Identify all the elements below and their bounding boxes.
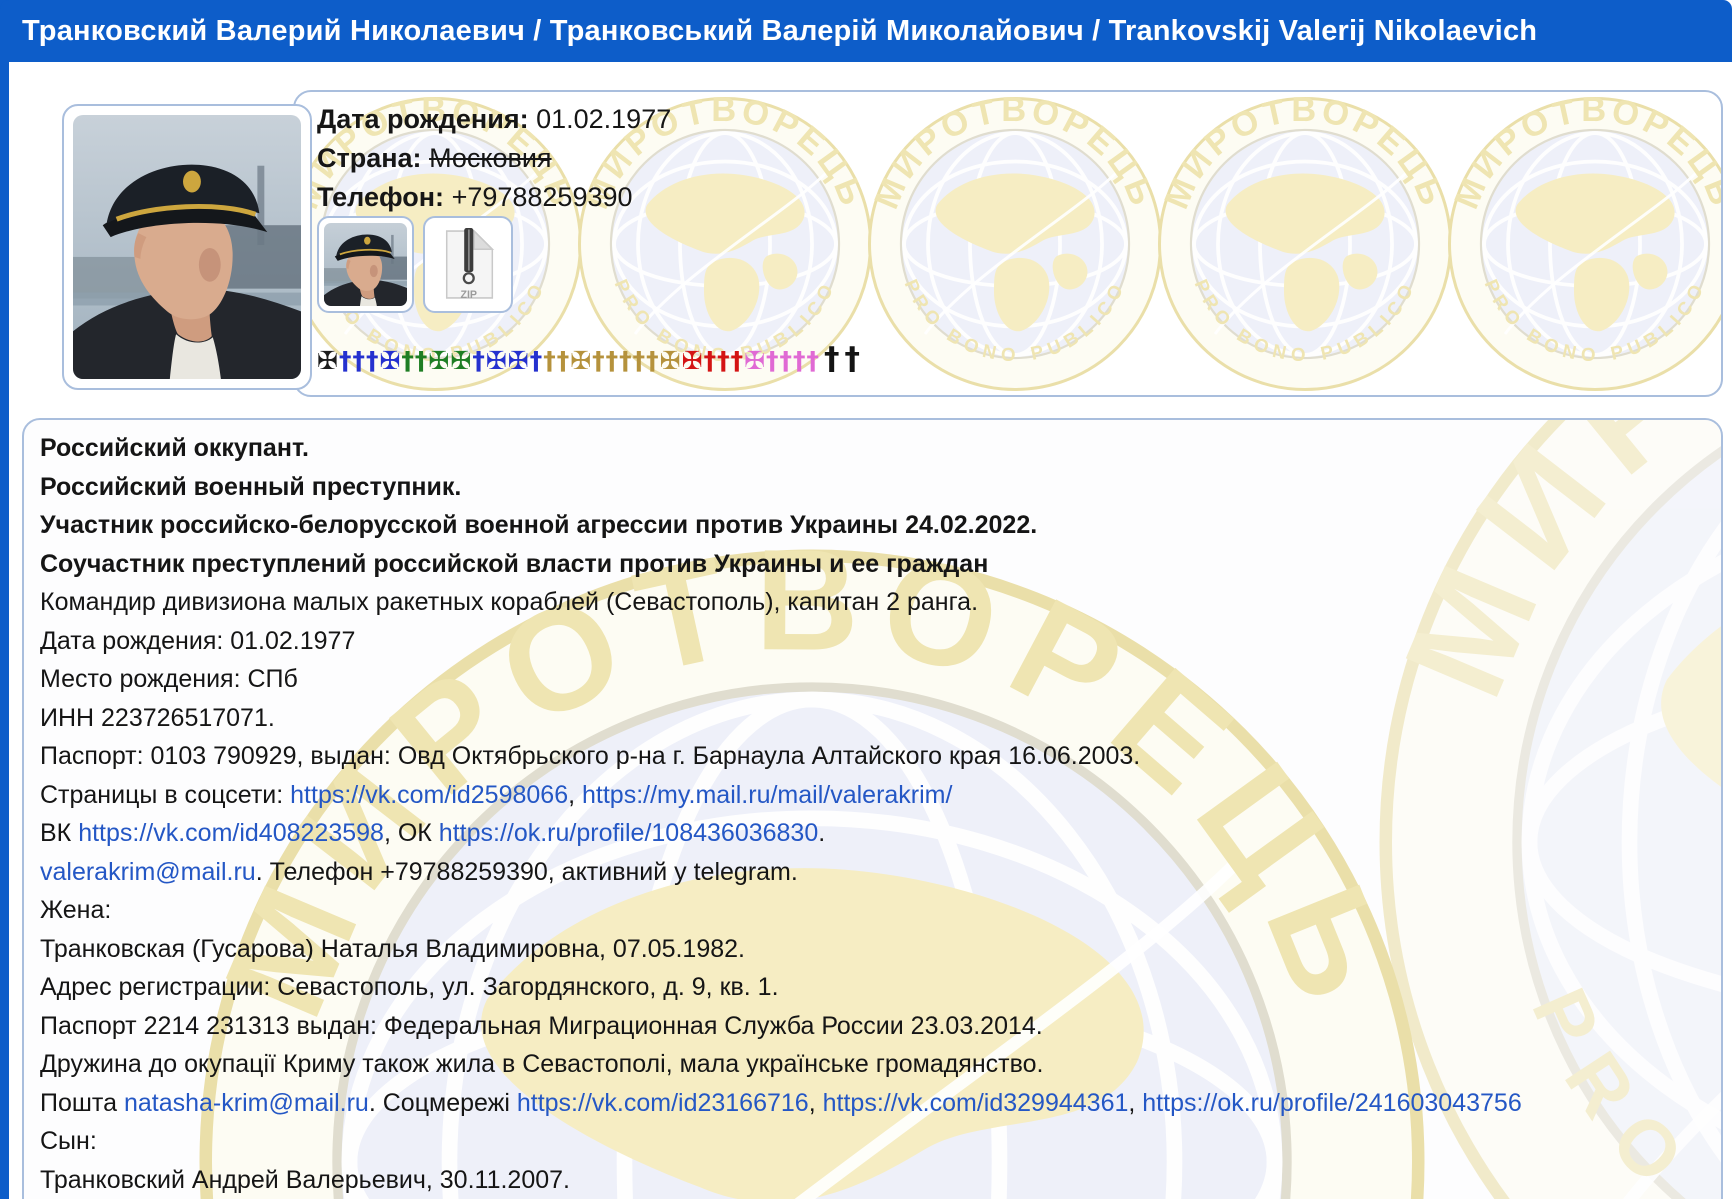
dagger-cross-icon: † [365,346,379,375]
bio-text: Дружина до окупації Криму також жила в Севастополі, мала українське громадянство. [40,1050,1044,1078]
phone-row [317,182,671,213]
bio-line [40,429,1700,468]
bio-line [40,468,1700,507]
bio-line [40,853,1700,892]
maltese-cross-icon: ✠ [428,346,450,375]
bio-text: Жена: [40,896,112,924]
bio-text: Командир дивизиона малых ракетных кораблей (Севастополь), капитан 2 ранга. [40,588,979,616]
bio-text: Транковская (Гусарова) Наталья Владимировна, 07.05.1982. [40,934,745,963]
bio-text: . [818,819,826,847]
bio-text: , [1128,1088,1143,1117]
bio-text: Пошта [40,1088,124,1117]
dagger-cross-icon: † [605,346,619,375]
bio-line [40,1007,1700,1046]
bio-link[interactable]: https://ok.ru/profile/241603043756 [1142,1088,1522,1117]
bio-text: Соучастник преступлений российской власти против Украины и ее граждан [40,549,989,578]
bio-text: , [808,1088,823,1117]
dagger-cross-icon: † [717,346,730,375]
myrotvorets-watermark [1445,94,1723,394]
bio-text: Дата рождения: 01.02.1977 [40,626,356,655]
maltese-cross-icon: ✠ [570,346,592,375]
bio-line [40,930,1700,969]
bio-text: , [568,780,583,809]
bio-text: . Телефон +79788259390, активний у telegram. [255,857,798,886]
maltese-cross-icon: ✠ [507,346,529,375]
birthdate-label: Дата рождения: [317,104,529,134]
profile-photo-image [73,115,301,379]
profile-details-card [22,418,1723,1199]
bio-text: Транковский Андрей Валерьевич, 30.11.2007. [40,1165,570,1194]
dagger-cross-icon: † [632,346,646,375]
bio-line [40,583,1700,622]
dagger-cross-icon: † [844,341,861,377]
country-value: Московия [429,143,552,173]
dagger-cross-icon: † [414,346,428,375]
bio-text: Российский оккупант. [40,434,309,462]
bio-text: Страницы в соцсети: [40,780,291,809]
dagger-cross-icon: † [556,346,570,375]
birthdate-row [317,104,671,135]
bio-link[interactable]: https://vk.com/id2598066 [290,780,569,809]
zip-file-icon [430,223,506,306]
personal-info [317,104,671,221]
maltese-cross-icon: ✠ [450,346,472,375]
bio-link[interactable]: https://ok.ru/profile/108436036830 [438,819,819,847]
attachments-row [317,216,513,313]
dagger-cross-icon: † [338,346,352,375]
country-row [317,143,671,174]
bio-text: Место рождения: СПб [40,665,298,693]
dagger-cross-icon: † [352,346,365,375]
bio-line [40,968,1700,1007]
bio-text: Паспорт: 0103 790929, выдан: Овд Октябрьского р-на г. Барнаула Алтайского края 16.06.2003. [40,742,1141,770]
dagger-cross-icon: † [543,346,556,375]
bio-link[interactable]: https://vk.com/id408223598 [78,819,384,847]
dagger-cross-icon: † [824,341,840,377]
bio-line [40,1045,1700,1084]
info-panel [293,90,1723,397]
page-title: Транковский Валерий Николаевич / Транковський Валерій Миколайович / Trankovskij Valerij Nikolaevich [22,14,1538,47]
phone-value: +79788259390 [451,182,633,212]
bio-line [40,699,1700,738]
page-left-border [0,0,9,1199]
birthdate-value: 01.02.1977 [536,104,672,134]
myrotvorets-watermark [1155,94,1455,394]
dagger-cross-icon: † [779,346,793,375]
bio-text: . Соцмережі [368,1088,517,1117]
bio-link[interactable]: https://vk.com/id329944361 [822,1088,1129,1117]
bio-text: ВК [40,819,79,847]
bio-line [40,776,1700,815]
dagger-cross-icon: † [766,346,779,375]
bio-line [40,622,1700,661]
maltese-cross-icon: ✠ [659,346,681,375]
zip-attachment[interactable] [423,216,513,313]
bio-text: Сын: [40,1127,97,1155]
phone-label: Телефон: [317,182,445,212]
photo-thumbnail-image [324,223,407,306]
dagger-cross-icon: † [619,346,632,375]
maltese-cross-icon: ✠ [681,346,703,375]
bio-link[interactable]: https://my.mail.ru/mail/valerakrim/ [582,780,953,809]
bio-text: ИНН 223726517071. [40,703,275,732]
bio-line [40,891,1700,930]
dagger-cross-icon: † [646,346,659,375]
dagger-cross-icon: † [793,346,806,375]
bio-line [40,737,1700,776]
photo-thumbnail[interactable] [317,216,414,313]
maltese-cross-icon: ✠ [317,346,338,375]
profile-photo-card[interactable] [62,104,312,390]
bio-text: Паспорт 2214 231313 выдан: Федеральная Миграционная Служба России 23.03.2014. [40,1011,1043,1040]
bio-line [40,1122,1700,1161]
dagger-cross-icon: † [472,346,485,375]
dagger-cross-icon: † [529,346,543,375]
maltese-cross-icon: ✠ [485,346,507,375]
bio-link[interactable]: https://vk.com/id23166716 [516,1088,809,1117]
dagger-cross-icon: † [592,346,605,375]
profile-title-bar [0,0,1732,62]
dagger-cross-icon: † [730,346,744,375]
bio-line [40,545,1700,584]
maltese-cross-icon: ✠ [379,346,401,375]
bio-text: Адрес регистрации: Севастополь, ул. Загордянского, д. 9, кв. 1. [40,973,779,1001]
bio-line [40,660,1700,699]
bio-lines [40,429,1700,1199]
bio-line [40,1161,1700,1199]
crosses-row [317,342,861,378]
bio-text: Участник российско-белорусской военной агрессии против Украины 24.02.2022. [40,511,1038,539]
bio-line [40,814,1700,853]
dagger-cross-icon: † [401,346,414,375]
bio-link[interactable]: natasha-krim@mail.ru [123,1088,369,1117]
myrotvorets-watermark [865,94,1165,394]
bio-text: , ОК [383,819,439,847]
bio-text: Российский военный преступник. [40,472,462,501]
dagger-cross-icon: † [806,346,820,375]
bio-line [40,506,1700,545]
country-label: Страна: [317,143,422,173]
bio-link[interactable]: valerakrim@mail.ru [40,857,256,886]
maltese-cross-icon: ✠ [744,346,766,375]
bio-line [40,1084,1700,1123]
dagger-cross-icon: † [703,346,717,375]
